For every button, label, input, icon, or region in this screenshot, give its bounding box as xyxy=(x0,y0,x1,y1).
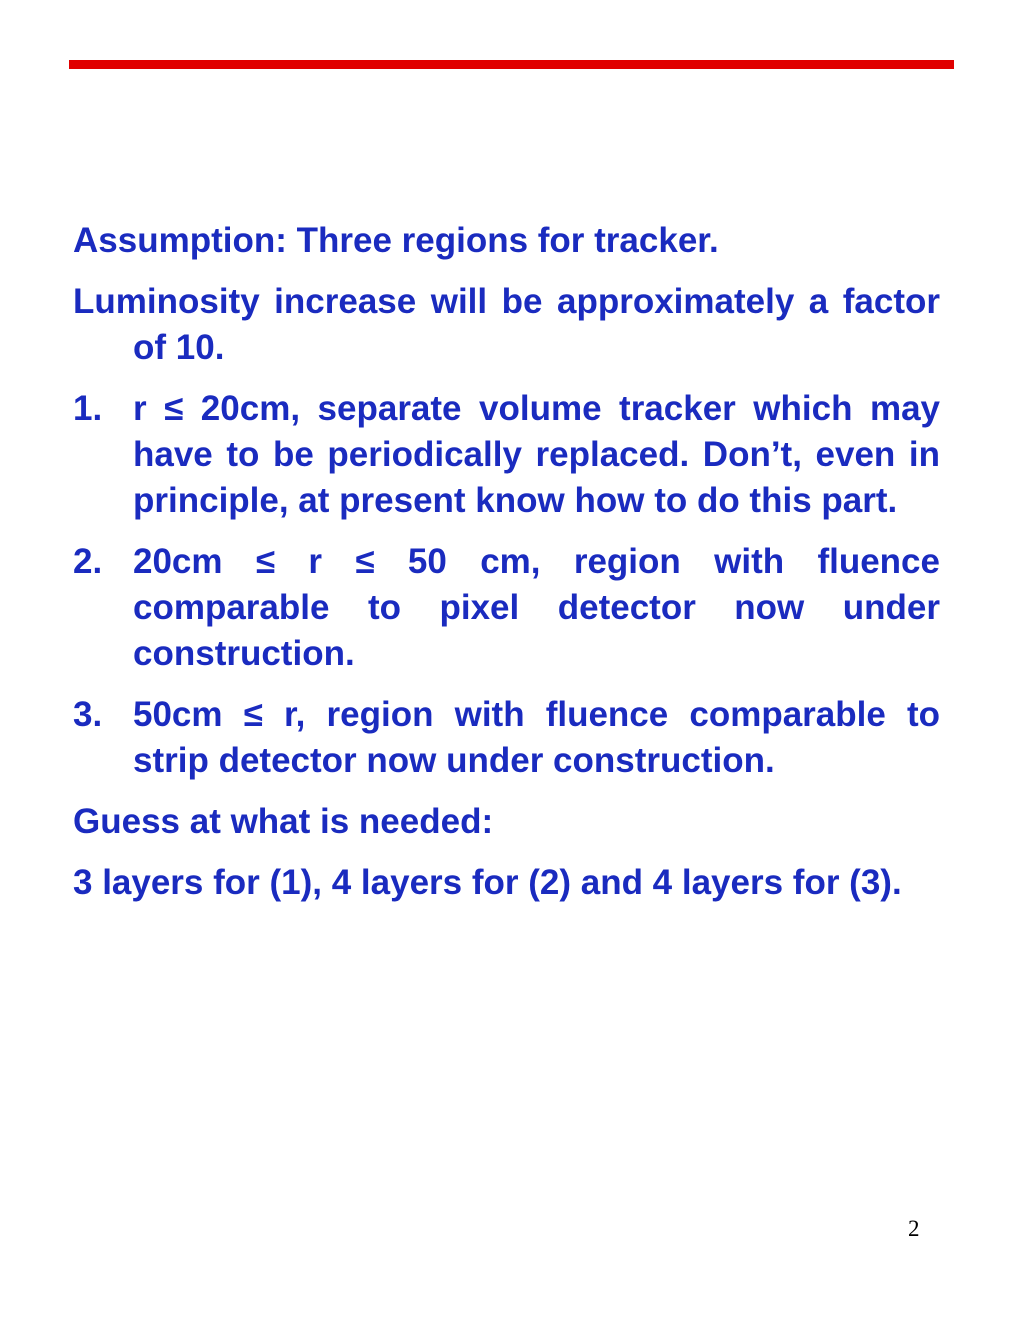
title-rule xyxy=(69,60,954,69)
region-text-3: 50cm ≤ r, region with fluence comparable to strip detector now under construction. xyxy=(133,695,940,780)
region-text-1: r ≤ 20cm, separate volume tracker which may have to be periodically replaced. Don’t, even in principle, at present know how to do this part. xyxy=(133,389,940,520)
guess-heading: Guess at what is needed: xyxy=(73,802,494,841)
assumption-text: Assumption: Three regions for tracker. xyxy=(73,221,719,260)
page-number: 2 xyxy=(908,1216,920,1241)
region-item-1 xyxy=(73,386,940,524)
luminosity-text: Luminosity increase will be approximately a factor of 10. xyxy=(73,282,940,367)
layers-text: 3 layers for (1), 4 layers for (2) and 4 layers for (3). xyxy=(73,863,902,902)
region-number-2: 2. xyxy=(73,542,103,581)
region-text-2: 20cm ≤ r ≤ 50 cm, region with fluence comparable to pixel detector now under construction. xyxy=(133,542,940,673)
region-item-2 xyxy=(73,539,940,677)
slide-body xyxy=(73,218,940,921)
region-number-3: 3. xyxy=(73,695,103,734)
region-item-3 xyxy=(73,692,940,784)
region-number-1: 1. xyxy=(73,389,103,428)
